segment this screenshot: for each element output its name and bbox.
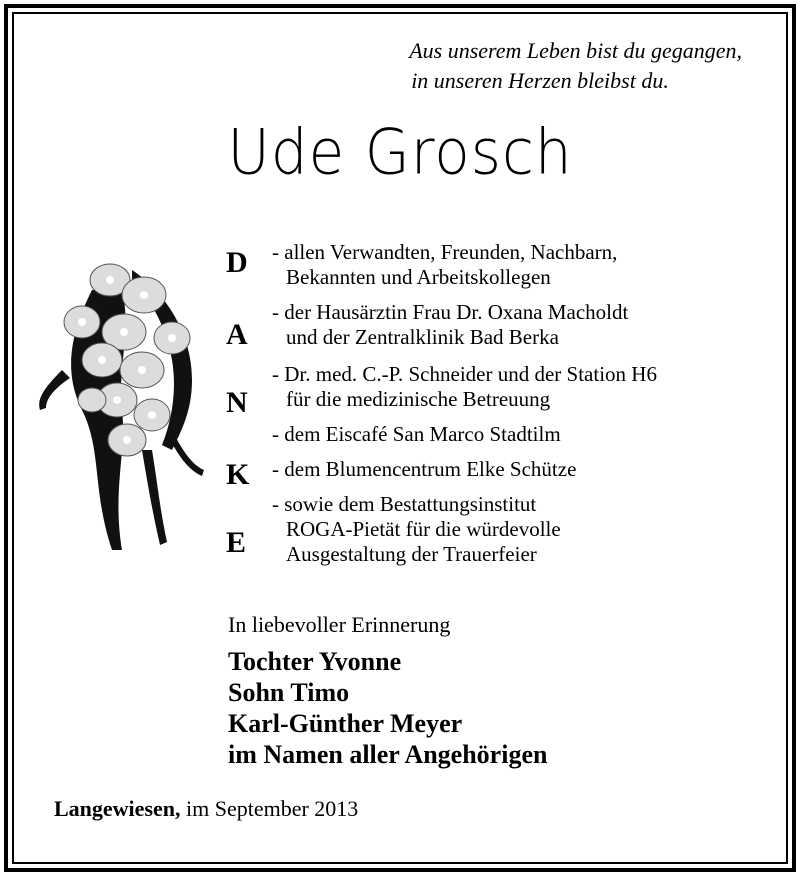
danke-letter-d: D [226, 246, 248, 279]
thanks-item [272, 240, 657, 290]
danke-letter-e: E [226, 526, 247, 559]
memory-text: In liebevoller Erinnerung [228, 612, 451, 637]
thanks-line: und der Zentralklinik Bad Berka [286, 325, 559, 349]
danke-letter-k: K [226, 458, 250, 491]
thanks-line: - der Hausärztin Frau Dr. Oxana Macholdt [272, 300, 629, 324]
thanks-line: - sowie dem Bestattungsinstitut [272, 492, 537, 516]
danke-letter-n: N [226, 386, 248, 419]
motto-line-2: in unseren Herzen bleibst du. [411, 68, 669, 93]
thanks-item [272, 457, 657, 482]
motto [409, 36, 742, 96]
thanks-line: Bekannten und Arbeitskollegen [286, 265, 551, 289]
thanks-item [272, 300, 657, 350]
signer: im Namen aller Angehörigen [228, 740, 548, 769]
place-date [54, 796, 358, 822]
signer: Tochter Yvonne [228, 647, 402, 676]
thanks-line: - Dr. med. C.-P. Schneider und der Station H6 [272, 362, 657, 386]
motto-line-1: Aus unserem Leben bist du gegangen, [409, 38, 742, 63]
date: im September 2013 [186, 796, 359, 821]
place: Langewiesen, [54, 796, 181, 821]
thanks-item [272, 422, 657, 447]
thanks-item [272, 362, 657, 412]
thanks-line: Ausgestaltung der Trauerfeier [286, 542, 537, 566]
signer: Karl-Günther Meyer [228, 709, 463, 738]
signers [228, 646, 547, 770]
thanks-line: - dem Eiscafé San Marco Stadtilm [272, 422, 561, 446]
thanks-line: ROGA-Pietät für die würdevolle [286, 517, 561, 541]
thanks-line: für die medizinische Betreuung [286, 387, 551, 411]
thanks-item [272, 492, 657, 567]
danke-letter-a: A [226, 318, 248, 351]
thanks-line: - allen Verwandten, Freunden, Nachbarn, [272, 240, 618, 264]
thanks-line: - dem Blumencentrum Elke Schütze [272, 457, 577, 481]
deceased-name: Ude Grosch [227, 115, 573, 189]
flower-bouquet-image [32, 250, 212, 560]
signer: Sohn Timo [228, 678, 350, 707]
thanks-list [272, 240, 657, 567]
